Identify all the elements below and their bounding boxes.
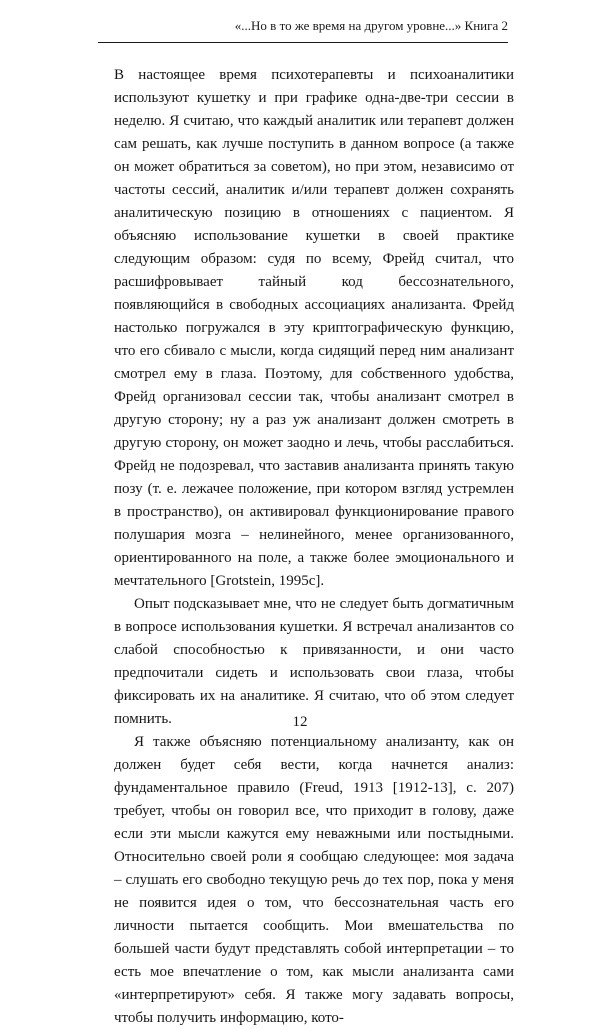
body-text [114, 64, 514, 1030]
header-rule [98, 42, 508, 43]
paragraph: В настоящее время психотерапевты и психоаналитики используют кушетку и при графике одна-две-три сессии в неделю. Я считаю, что каждый аналитик или терапевт должен сам решать, как лучше поступить в данном вопросе (а также он может обратиться за советом), но при этом, независимо от частоты сессий, аналитик и/или терапевт должен сохранять аналитическую позицию в отношениях с пациентом. Я объясняю использование кушетки в своей практике следующим образом: судя по всему, Фрейд считал, что расшифровывает тайный код бессознательного, появляющийся в свободных ассоциациях анализанта. Фрейд настолько погружался в эту криптографическую функцию, что его сбивало с мысли, когда сидящий перед ним анализант смотрел ему в глаза. Поэтому, для собственного удобства, Фрейд организовал сессии так, чтобы анализант смотрел в другую сторону; ну а раз уж анализант должен смотреть в другую сторону, он может заодно и лечь, чтобы расслабиться. Фрейд не подозревал, что заставив анализанта принять такую позу (т. е. лежачее положение, при котором взгляд устремлен в пространство), он активировал функционирование правого полушария мозга – нелинейного, менее организованного, ориентированного на поле, а также более эмоционального и мечтательного [Grotstein, 1995c]. [114, 67, 514, 589]
page-number: 12 [292, 714, 308, 730]
paragraph: Я также объясняю потенциальному анализанту, как он должен будет себя вести, когда начнется анализ: фундаментальное правило (Freud, 1913 [1912-13], с. 207) требует, чтобы он говорил все, что приходит в голову, даже если эти мысли кажутся ему неважными или постыдными. Относительно своей роли я сообщаю следующее: моя задача – слушать его свободно текущую речь до тех пор, пока у меня не появится идея о том, что бессознательная часть его личности пытается сообщить. Мои вмешательства по большей части будут представлять собой интерпретации – то есть мое впечатление о том, как мысли анализанта сами «интерпретируют» себя. Я также могу задавать вопросы, чтобы получить информацию, кото- [114, 734, 514, 1026]
paragraph: Опыт подсказывает мне, что не следует быть догматичным в вопросе использования кушетки. Я встречал анализантов со слабой способностью к привязанности, и они часто предпочитали сидеть и использовать свои глаза, чтобы фиксировать их на аналитике. Я считаю, что об этом следует помнить. [114, 596, 514, 727]
running-head: «...Но в то же время на другом уровне...» Книга 2 [234, 18, 508, 33]
page-header [0, 0, 600, 40]
